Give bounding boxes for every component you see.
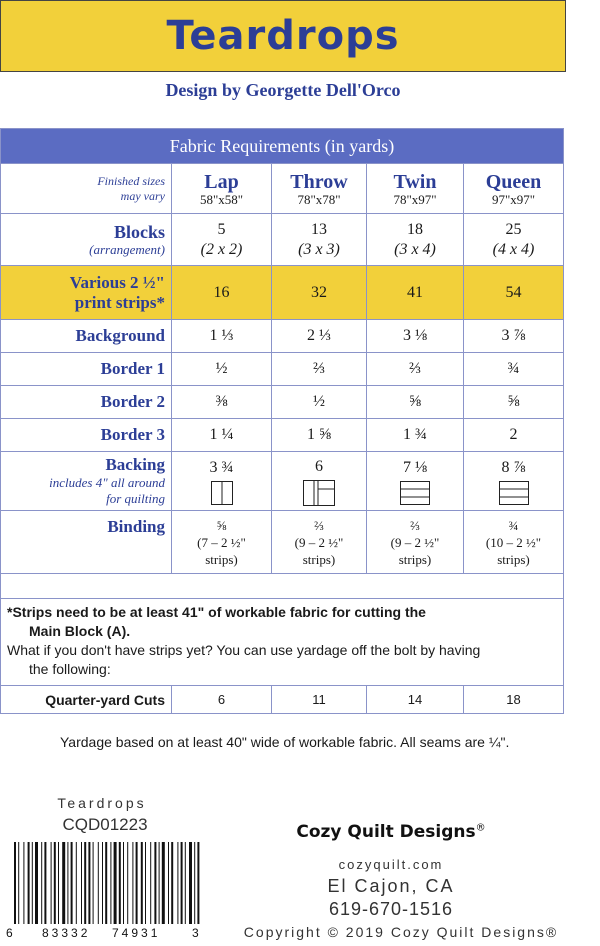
- background-twin: 3 ⅛: [366, 320, 463, 352]
- background-throw: 2 ⅓: [271, 320, 366, 352]
- binding-label-cell: Binding: [107, 517, 165, 536]
- cuts-lap: 6: [171, 686, 271, 713]
- brand-name: Cozy Quilt Designs®: [296, 822, 486, 842]
- phone: 619-670-1516: [328, 899, 454, 919]
- background-label-cell: Background: [75, 326, 165, 345]
- print-strips-row: [1, 265, 563, 319]
- border3-row: [1, 418, 563, 451]
- background-row: [1, 319, 563, 352]
- barcode: [4, 840, 204, 940]
- city: El Cajon, CA: [327, 876, 455, 896]
- three-vertical-panels-icon: [303, 480, 335, 506]
- border1-lap: ½: [171, 353, 271, 385]
- yardage-note: Yardage based on at least 40" wide of workable fabric. All seams are ¼".: [60, 734, 510, 750]
- size-queen: Queen 97"x97": [463, 164, 563, 213]
- border3-label-cell: Border 3: [100, 425, 165, 444]
- binding-lap: ⅝ (7 – 2 ½" strips): [171, 511, 271, 573]
- title-banner: [0, 0, 566, 72]
- pattern-code: CQD01223: [62, 815, 148, 834]
- blocks-label-cell: Blocks (arrangement): [89, 221, 165, 257]
- strips-twin: 41: [366, 266, 463, 319]
- pattern-name: Teardrops: [57, 795, 147, 811]
- barcode-digit-first: 6: [6, 926, 13, 940]
- border1-queen: ¾: [463, 353, 563, 385]
- binding-queen: ¾ (10 – 2 ½" strips): [463, 511, 563, 573]
- website: cozyquilt.com: [338, 857, 444, 872]
- copyright: Copyright © 2019 Cozy Quilt Designs®: [243, 924, 559, 940]
- three-horizontal-panels-icon: [400, 481, 430, 505]
- binding-row: [1, 510, 563, 573]
- backing-label-cell: Backing includes 4" all around for quilting: [49, 455, 165, 506]
- border2-twin: ⅝: [366, 386, 463, 418]
- strips-throw: 32: [271, 266, 366, 319]
- blocks-lap: 5 (2 x 2): [171, 214, 271, 265]
- blocks-twin: 18 (3 x 4): [366, 214, 463, 265]
- binding-twin: ⅔ (9 – 2 ½" strips): [366, 511, 463, 573]
- background-queen: 3 ⅞: [463, 320, 563, 352]
- backing-queen: 8 ⅞: [463, 452, 563, 510]
- border3-twin: 1 ¾: [366, 419, 463, 451]
- size-lap: Lap 58"x58": [171, 164, 271, 213]
- empty-row: [1, 573, 563, 598]
- cuts-twin: 14: [366, 686, 463, 713]
- sizes-note: Finished sizes may vary: [97, 173, 165, 203]
- size-throw: Throw 78"x78": [271, 164, 366, 213]
- border2-label-cell: Border 2: [100, 392, 165, 411]
- strips-label-cell: Various 2 ½" print strips*: [69, 272, 165, 312]
- fabric-requirements-table: [0, 128, 564, 714]
- barcode-digit-group1: 83332: [42, 926, 91, 940]
- page-title: Teardrops: [166, 13, 400, 59]
- border2-row: [1, 385, 563, 418]
- cuts-queen: 18: [463, 686, 563, 713]
- border2-lap: ⅜: [171, 386, 271, 418]
- border2-throw: ½: [271, 386, 366, 418]
- blocks-row: [1, 213, 563, 265]
- two-vertical-panels-icon: [211, 481, 233, 505]
- border1-throw: ⅔: [271, 353, 366, 385]
- barcode-digit-last: 3: [192, 926, 199, 940]
- binding-throw: ⅔ (9 – 2 ½" strips): [271, 511, 366, 573]
- border2-queen: ⅝: [463, 386, 563, 418]
- border1-row: [1, 352, 563, 385]
- cuts-label-cell: Quarter-yard Cuts: [45, 691, 165, 708]
- border3-throw: 1 ⅝: [271, 419, 366, 451]
- strips-note: *Strips need to be at least 41" of workable fabric for cutting the Main Block (A). What if you don't have strips yet? You can use yardage off the bolt by having the following:: [1, 598, 563, 685]
- blocks-throw: 13 (3 x 3): [271, 214, 366, 265]
- blocks-queen: 25 (4 x 4): [463, 214, 563, 265]
- sizes-row: [1, 163, 563, 213]
- barcode-digit-group2: 74931: [112, 926, 161, 940]
- border3-lap: 1 ¼: [171, 419, 271, 451]
- three-horizontal-panels-icon: [499, 481, 529, 505]
- size-twin: Twin 78"x97": [366, 164, 463, 213]
- backing-row: [1, 451, 563, 510]
- strips-lap: 16: [171, 266, 271, 319]
- border1-twin: ⅔: [366, 353, 463, 385]
- border1-label-cell: Border 1: [100, 359, 165, 378]
- backing-twin: 7 ⅛: [366, 452, 463, 510]
- quarter-yard-cuts-row: [1, 685, 563, 713]
- backing-lap: 3 ¾: [171, 452, 271, 510]
- strips-queen: 54: [463, 266, 563, 319]
- background-lap: 1 ⅓: [171, 320, 271, 352]
- border3-queen: 2: [463, 419, 563, 451]
- backing-throw: 6: [271, 452, 366, 510]
- designer-credit: Design by Georgette Dell'Orco: [165, 80, 401, 100]
- cuts-throw: 11: [271, 686, 366, 713]
- table-header: Fabric Requirements (in yards): [1, 129, 563, 163]
